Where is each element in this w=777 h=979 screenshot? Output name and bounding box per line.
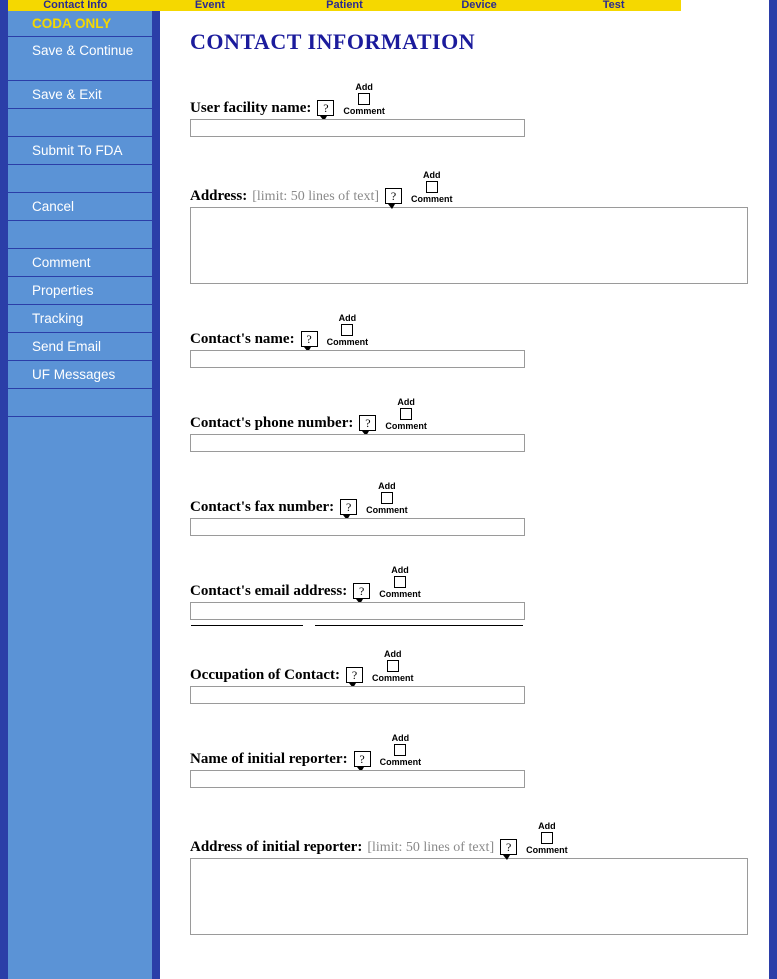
add-comment-checkbox[interactable] — [387, 660, 399, 672]
add-comment-label-top: Add — [391, 733, 410, 743]
field-contact-s-email-address — [190, 566, 769, 620]
add-comment-label-bottom: Comment — [526, 845, 568, 855]
field-label: User facility name: — [190, 100, 312, 116]
field-limit-hint: [limit: 50 lines of text] — [367, 840, 495, 855]
help-icon[interactable]: ? — [385, 188, 402, 204]
input-occupation-of-contact[interactable] — [190, 686, 525, 704]
add-comment-checkbox[interactable] — [341, 324, 353, 336]
add-comment-label-top: Add — [423, 170, 441, 180]
sidebar-header: CODA ONLY — [8, 11, 160, 37]
add-comment-label-top: Add — [397, 397, 415, 407]
topnav-item-patient[interactable]: Patient — [326, 0, 363, 11]
sidebar-item-save-continue[interactable]: Save & Continue — [8, 37, 160, 81]
sidebar-item-uf-messages[interactable]: UF Messages — [8, 361, 160, 389]
add-comment-checkbox[interactable] — [541, 832, 553, 844]
add-comment-label-top: Add — [391, 565, 409, 575]
topnav-item-device[interactable]: Device — [461, 0, 497, 11]
add-comment-label-top: Add — [355, 82, 373, 92]
add-comment-control[interactable] — [366, 481, 408, 515]
field-address — [190, 171, 769, 284]
help-icon[interactable]: ? — [301, 331, 318, 347]
main-content — [168, 11, 769, 979]
topnav-item-test[interactable]: Test — [602, 0, 625, 11]
field-label: Contact's fax number: — [190, 499, 335, 515]
sidebar-item-properties[interactable]: Properties — [8, 277, 160, 305]
field-limit-hint: [limit: 50 lines of text] — [252, 189, 379, 204]
input-name-of-initial-reporter[interactable] — [190, 770, 525, 788]
input-contact-s-fax-number[interactable] — [190, 518, 525, 536]
add-comment-label-top: Add — [378, 481, 396, 491]
topnav-item-event[interactable]: Event — [194, 0, 225, 11]
help-icon[interactable]: ? — [353, 583, 370, 599]
help-icon[interactable]: ? — [359, 415, 376, 431]
input-contact-s-name[interactable] — [190, 350, 525, 368]
field-label: Name of initial reporter: — [190, 751, 348, 767]
page-title: CONTACT INFORMATION — [190, 29, 476, 54]
field-label: Contact's phone number: — [190, 415, 354, 431]
add-comment-control[interactable] — [379, 565, 421, 599]
add-comment-checkbox[interactable] — [358, 93, 370, 105]
field-label-row — [190, 83, 769, 117]
field-contact-s-phone-number — [190, 398, 769, 452]
field-label-row — [190, 650, 769, 684]
add-comment-control[interactable] — [343, 82, 385, 116]
field-label-row — [190, 482, 769, 516]
add-comment-checkbox[interactable] — [381, 492, 393, 504]
sidebar-item-save-exit[interactable]: Save & Exit — [8, 81, 160, 109]
add-comment-checkbox[interactable] — [426, 181, 438, 193]
add-comment-control[interactable] — [380, 733, 422, 767]
add-comment-label-top: Add — [338, 313, 357, 323]
input-contact-s-phone-number[interactable] — [190, 434, 525, 452]
add-comment-control[interactable] — [411, 170, 453, 204]
field-label: Occupation of Contact: — [190, 667, 340, 683]
add-comment-control[interactable] — [526, 821, 568, 855]
top-navigation — [8, 0, 681, 11]
help-icon[interactable]: ? — [317, 100, 334, 116]
field-label: Contact's email address: — [190, 583, 348, 599]
field-contact-s-fax-number — [190, 482, 769, 536]
field-contact-s-name — [190, 314, 769, 368]
sidebar-item-cancel[interactable]: Cancel — [8, 193, 160, 221]
form-fields — [168, 83, 769, 935]
field-name-of-initial-reporter — [190, 734, 769, 788]
sidebar-item-tracking[interactable]: Tracking — [8, 305, 160, 333]
window-frame-right — [769, 0, 777, 979]
add-comment-label-bottom: Comment — [379, 589, 421, 599]
add-comment-checkbox[interactable] — [394, 576, 406, 588]
sidebar-item-spacer-4 — [8, 165, 160, 193]
topnav-item-contact-info[interactable]: Contact Info — [43, 0, 108, 11]
input-contact-s-email-address[interactable] — [190, 602, 525, 620]
top-navigation-filler — [681, 0, 769, 11]
field-label-row — [190, 314, 769, 348]
field-label: Contact's name: — [190, 331, 295, 347]
textarea-address[interactable] — [190, 207, 748, 284]
help-icon[interactable]: ? — [500, 839, 517, 855]
add-comment-label-bottom: Comment — [343, 106, 385, 116]
email-field-underline — [190, 625, 525, 626]
sidebar-empty-area — [8, 417, 160, 937]
field-label: Address: — [190, 188, 248, 204]
add-comment-label-bottom: Comment — [379, 757, 422, 767]
field-user-facility-name — [190, 83, 769, 137]
sidebar-item-send-email[interactable]: Send Email — [8, 333, 160, 361]
add-comment-control[interactable] — [372, 649, 414, 683]
sidebar-item-spacer-12 — [8, 389, 160, 417]
sidebar-item-spacer-2 — [8, 109, 160, 137]
field-label-row — [190, 566, 769, 600]
email-underline-segment-right — [315, 625, 523, 626]
add-comment-label-top: Add — [384, 649, 402, 659]
input-user-facility-name[interactable] — [190, 119, 525, 137]
add-comment-label-bottom: Comment — [372, 673, 414, 683]
help-icon[interactable]: ? — [346, 667, 363, 683]
sidebar-divider — [152, 11, 160, 979]
add-comment-label-top: Add — [538, 821, 556, 831]
field-label: Address of initial reporter: — [190, 839, 363, 855]
add-comment-label-bottom: Comment — [326, 337, 369, 347]
add-comment-checkbox[interactable] — [400, 408, 412, 420]
help-icon[interactable]: ? — [340, 499, 357, 515]
field-label-row — [190, 398, 769, 432]
add-comment-label-bottom: Comment — [411, 194, 453, 204]
add-comment-control[interactable] — [327, 313, 369, 347]
sidebar-item-comment[interactable]: Comment — [8, 249, 160, 277]
field-label-row — [190, 822, 769, 856]
add-comment-control[interactable] — [385, 397, 427, 431]
sidebar-item-spacer-6 — [8, 221, 160, 249]
field-label-row — [190, 734, 769, 768]
field-label-row — [190, 171, 769, 205]
sidebar-item-submit-to-fda[interactable]: Submit To FDA — [8, 137, 160, 165]
field-occupation-of-contact — [190, 650, 769, 704]
add-comment-label-bottom: Comment — [366, 505, 408, 515]
textarea-address-of-initial-reporter[interactable] — [190, 858, 748, 935]
help-icon[interactable]: ? — [354, 751, 371, 767]
field-address-of-initial-reporter — [190, 822, 769, 935]
sidebar — [8, 11, 160, 979]
window-frame-left — [0, 0, 8, 979]
add-comment-label-bottom: Comment — [385, 421, 427, 431]
email-underline-segment-left — [191, 625, 303, 626]
add-comment-checkbox[interactable] — [394, 744, 406, 756]
